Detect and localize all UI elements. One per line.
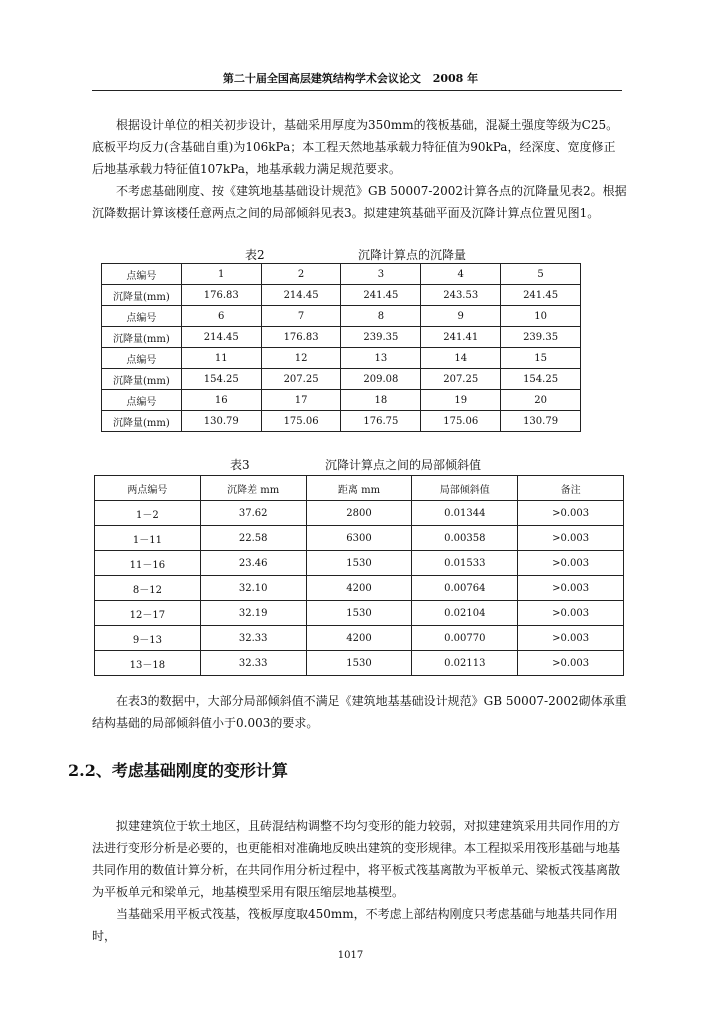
table-row (102, 390, 581, 411)
page-number: 1017 (337, 950, 364, 961)
table-row (95, 501, 624, 526)
table-row (102, 327, 581, 348)
table-cell: 18 (341, 390, 421, 411)
table-cell: 0.00770 (412, 626, 518, 651)
table2-title: 沉降计算点的沉降量 (358, 248, 467, 262)
table-row (102, 264, 581, 285)
table-row (95, 626, 624, 651)
table-cell: 15 (501, 348, 581, 369)
paragraph-settlement-intro: 不考虑基础刚度、按《建筑地基基础设计规范》GB 50007-2002计算各点的沉降量见表2。根据沉降数据计算该楼任意两点之间的局部倾斜见表3。拟建建筑基础平面及沉降计算点位置见图1。 (92, 184, 627, 220)
table-cell: 207.25 (261, 369, 341, 390)
table-cell: 37.62 (200, 501, 306, 526)
table-cell: 175.06 (421, 411, 501, 432)
table-cell: 4200 (306, 576, 412, 601)
paragraph-design-info: 根据设计单位的相关初步设计，基础采用厚度为350mm的筏板基础，混凝土强度等级为C25。底板平均反力(含基础自重)为106kPa；本工程天然地基承载力特征值为90kPa，经深度、宽度修正后地基承载力特征值107kPa，地基承载力满足规范要求。 (92, 118, 619, 176)
table-cell: 176.83 (261, 327, 341, 348)
table-cell: 12 (261, 348, 341, 369)
table-cell: 32.10 (200, 576, 306, 601)
table-cell: >0.003 (518, 526, 624, 551)
column-header: 两点编号 (95, 476, 201, 501)
table-cell: 130.79 (501, 411, 581, 432)
table-cell: 9 (421, 306, 501, 327)
table-cell: 1－2 (95, 501, 201, 526)
table-cell: 13－18 (95, 651, 201, 676)
table-cell: 1530 (306, 551, 412, 576)
column-header: 局部倾斜值 (412, 476, 518, 501)
table-row (95, 526, 624, 551)
table-cell: 13 (341, 348, 421, 369)
table-cell: 4200 (306, 626, 412, 651)
table2-label: 表2 (245, 248, 265, 262)
column-header: 备注 (518, 476, 624, 501)
table-cell: 23.46 (200, 551, 306, 576)
row-label-cell: 沉降量(mm) (102, 327, 182, 348)
row-label-cell: 沉降量(mm) (102, 411, 182, 432)
table-cell: >0.003 (518, 626, 624, 651)
table-cell: 0.02104 (412, 601, 518, 626)
table-cell: 175.06 (261, 411, 341, 432)
table-cell: 17 (261, 390, 341, 411)
table-cell: 239.35 (501, 327, 581, 348)
table-cell: 3 (341, 264, 421, 285)
table-cell: 239.35 (341, 327, 421, 348)
table3-title: 沉降计算点之间的局部倾斜值 (325, 458, 482, 472)
row-label-cell: 点编号 (102, 264, 182, 285)
table-row (95, 551, 624, 576)
column-header: 距离 mm (306, 476, 412, 501)
table-cell: 32.33 (200, 626, 306, 651)
table-row (95, 601, 624, 626)
section-number: 2.2、 (68, 761, 112, 780)
table-cell: 1530 (306, 651, 412, 676)
table-row (102, 285, 581, 306)
table-cell: 243.53 (421, 285, 501, 306)
table-cell: 9－13 (95, 626, 201, 651)
table-cell: 6300 (306, 526, 412, 551)
table-cell: 32.19 (200, 601, 306, 626)
table-cell: 8－12 (95, 576, 201, 601)
table-cell: >0.003 (518, 551, 624, 576)
table-cell: 11 (181, 348, 261, 369)
paragraph-raft-case: 当基础采用平板式筏基，筏板厚度取450mm，不考虑上部结构刚度只考虑基础与地基共同作用时， (92, 907, 618, 943)
table-cell: >0.003 (518, 651, 624, 676)
table-cell: >0.003 (518, 501, 624, 526)
page-header (0, 70, 701, 86)
table-cell: 154.25 (501, 369, 581, 390)
table-cell: 214.45 (261, 285, 341, 306)
table-cell: 2800 (306, 501, 412, 526)
table-cell: 154.25 (181, 369, 261, 390)
table-cell: >0.003 (518, 576, 624, 601)
table-cell: 14 (421, 348, 501, 369)
table-cell: >0.003 (518, 601, 624, 626)
table-cell: 5 (501, 264, 581, 285)
paragraph-interaction-analysis: 拟建建筑位于软土地区，且砖混结构调整不均匀变形的能力较弱，对拟建建筑采用共同作用的方法进行变形分析是必要的，也更能相对准确地反映出建筑的变形规律。本工程拟采用筏形基础与地基共同作用的数值计算分析，在共同作用分析过程中，将平板式筏基离散为平板单元、梁板式筏基离散为平板单元和梁单元，地基模型采用有限压缩层地基模型。 (92, 819, 621, 899)
table-cell: 207.25 (421, 369, 501, 390)
table3-label: 表3 (230, 458, 250, 472)
conference-year: 2008 年 (432, 72, 479, 85)
row-label-cell: 沉降量(mm) (102, 369, 182, 390)
table-cell: 2 (261, 264, 341, 285)
table-cell: 214.45 (181, 327, 261, 348)
section-title: 考虑基础刚度的变形计算 (111, 761, 288, 780)
section-heading (68, 758, 288, 781)
table-cell: 1 (181, 264, 261, 285)
table-cell: 0.02113 (412, 651, 518, 676)
table-cell: 32.33 (200, 651, 306, 676)
table-cell: 19 (421, 390, 501, 411)
table-cell: 7 (261, 306, 341, 327)
paragraph-tilt-conclusion: 在表3的数据中，大部分局部倾斜值不满足《建筑地基基础设计规范》GB 50007-2002砌体承重结构基础的局部倾斜值小于0.003的要求。 (92, 694, 627, 730)
table-cell: 0.01344 (412, 501, 518, 526)
table-row (95, 651, 624, 676)
table-cell: 20 (501, 390, 581, 411)
table-cell: 130.79 (181, 411, 261, 432)
row-label-cell: 点编号 (102, 306, 182, 327)
table-cell: 22.58 (200, 526, 306, 551)
table-row (95, 576, 624, 601)
table-cell: 0.00358 (412, 526, 518, 551)
table-cell: 241.45 (341, 285, 421, 306)
table-cell: 6 (181, 306, 261, 327)
table-cell: 16 (181, 390, 261, 411)
local-tilt-table (94, 475, 624, 676)
table-cell: 209.08 (341, 369, 421, 390)
header-rule (92, 90, 622, 91)
table-cell: 241.41 (421, 327, 501, 348)
table-cell: 8 (341, 306, 421, 327)
table-row (102, 369, 581, 390)
row-label-cell: 点编号 (102, 348, 182, 369)
table-cell: 12－17 (95, 601, 201, 626)
table-cell: 1530 (306, 601, 412, 626)
table-cell: 0.01533 (412, 551, 518, 576)
table-cell: 1－11 (95, 526, 201, 551)
table-header-row (95, 476, 624, 501)
table-cell: 176.75 (341, 411, 421, 432)
row-label-cell: 沉降量(mm) (102, 285, 182, 306)
row-label-cell: 点编号 (102, 390, 182, 411)
column-header: 沉降差 mm (200, 476, 306, 501)
table-row (102, 348, 581, 369)
conference-title: 第二十届全国高层建筑结构学术会议论文 (222, 72, 421, 85)
table-cell: 176.83 (181, 285, 261, 306)
table-row (102, 411, 581, 432)
table-cell: 0.00764 (412, 576, 518, 601)
table-cell: 11－16 (95, 551, 201, 576)
table-row (102, 306, 581, 327)
settlement-table (101, 263, 581, 432)
table-cell: 10 (501, 306, 581, 327)
table-cell: 4 (421, 264, 501, 285)
table-cell: 241.45 (501, 285, 581, 306)
